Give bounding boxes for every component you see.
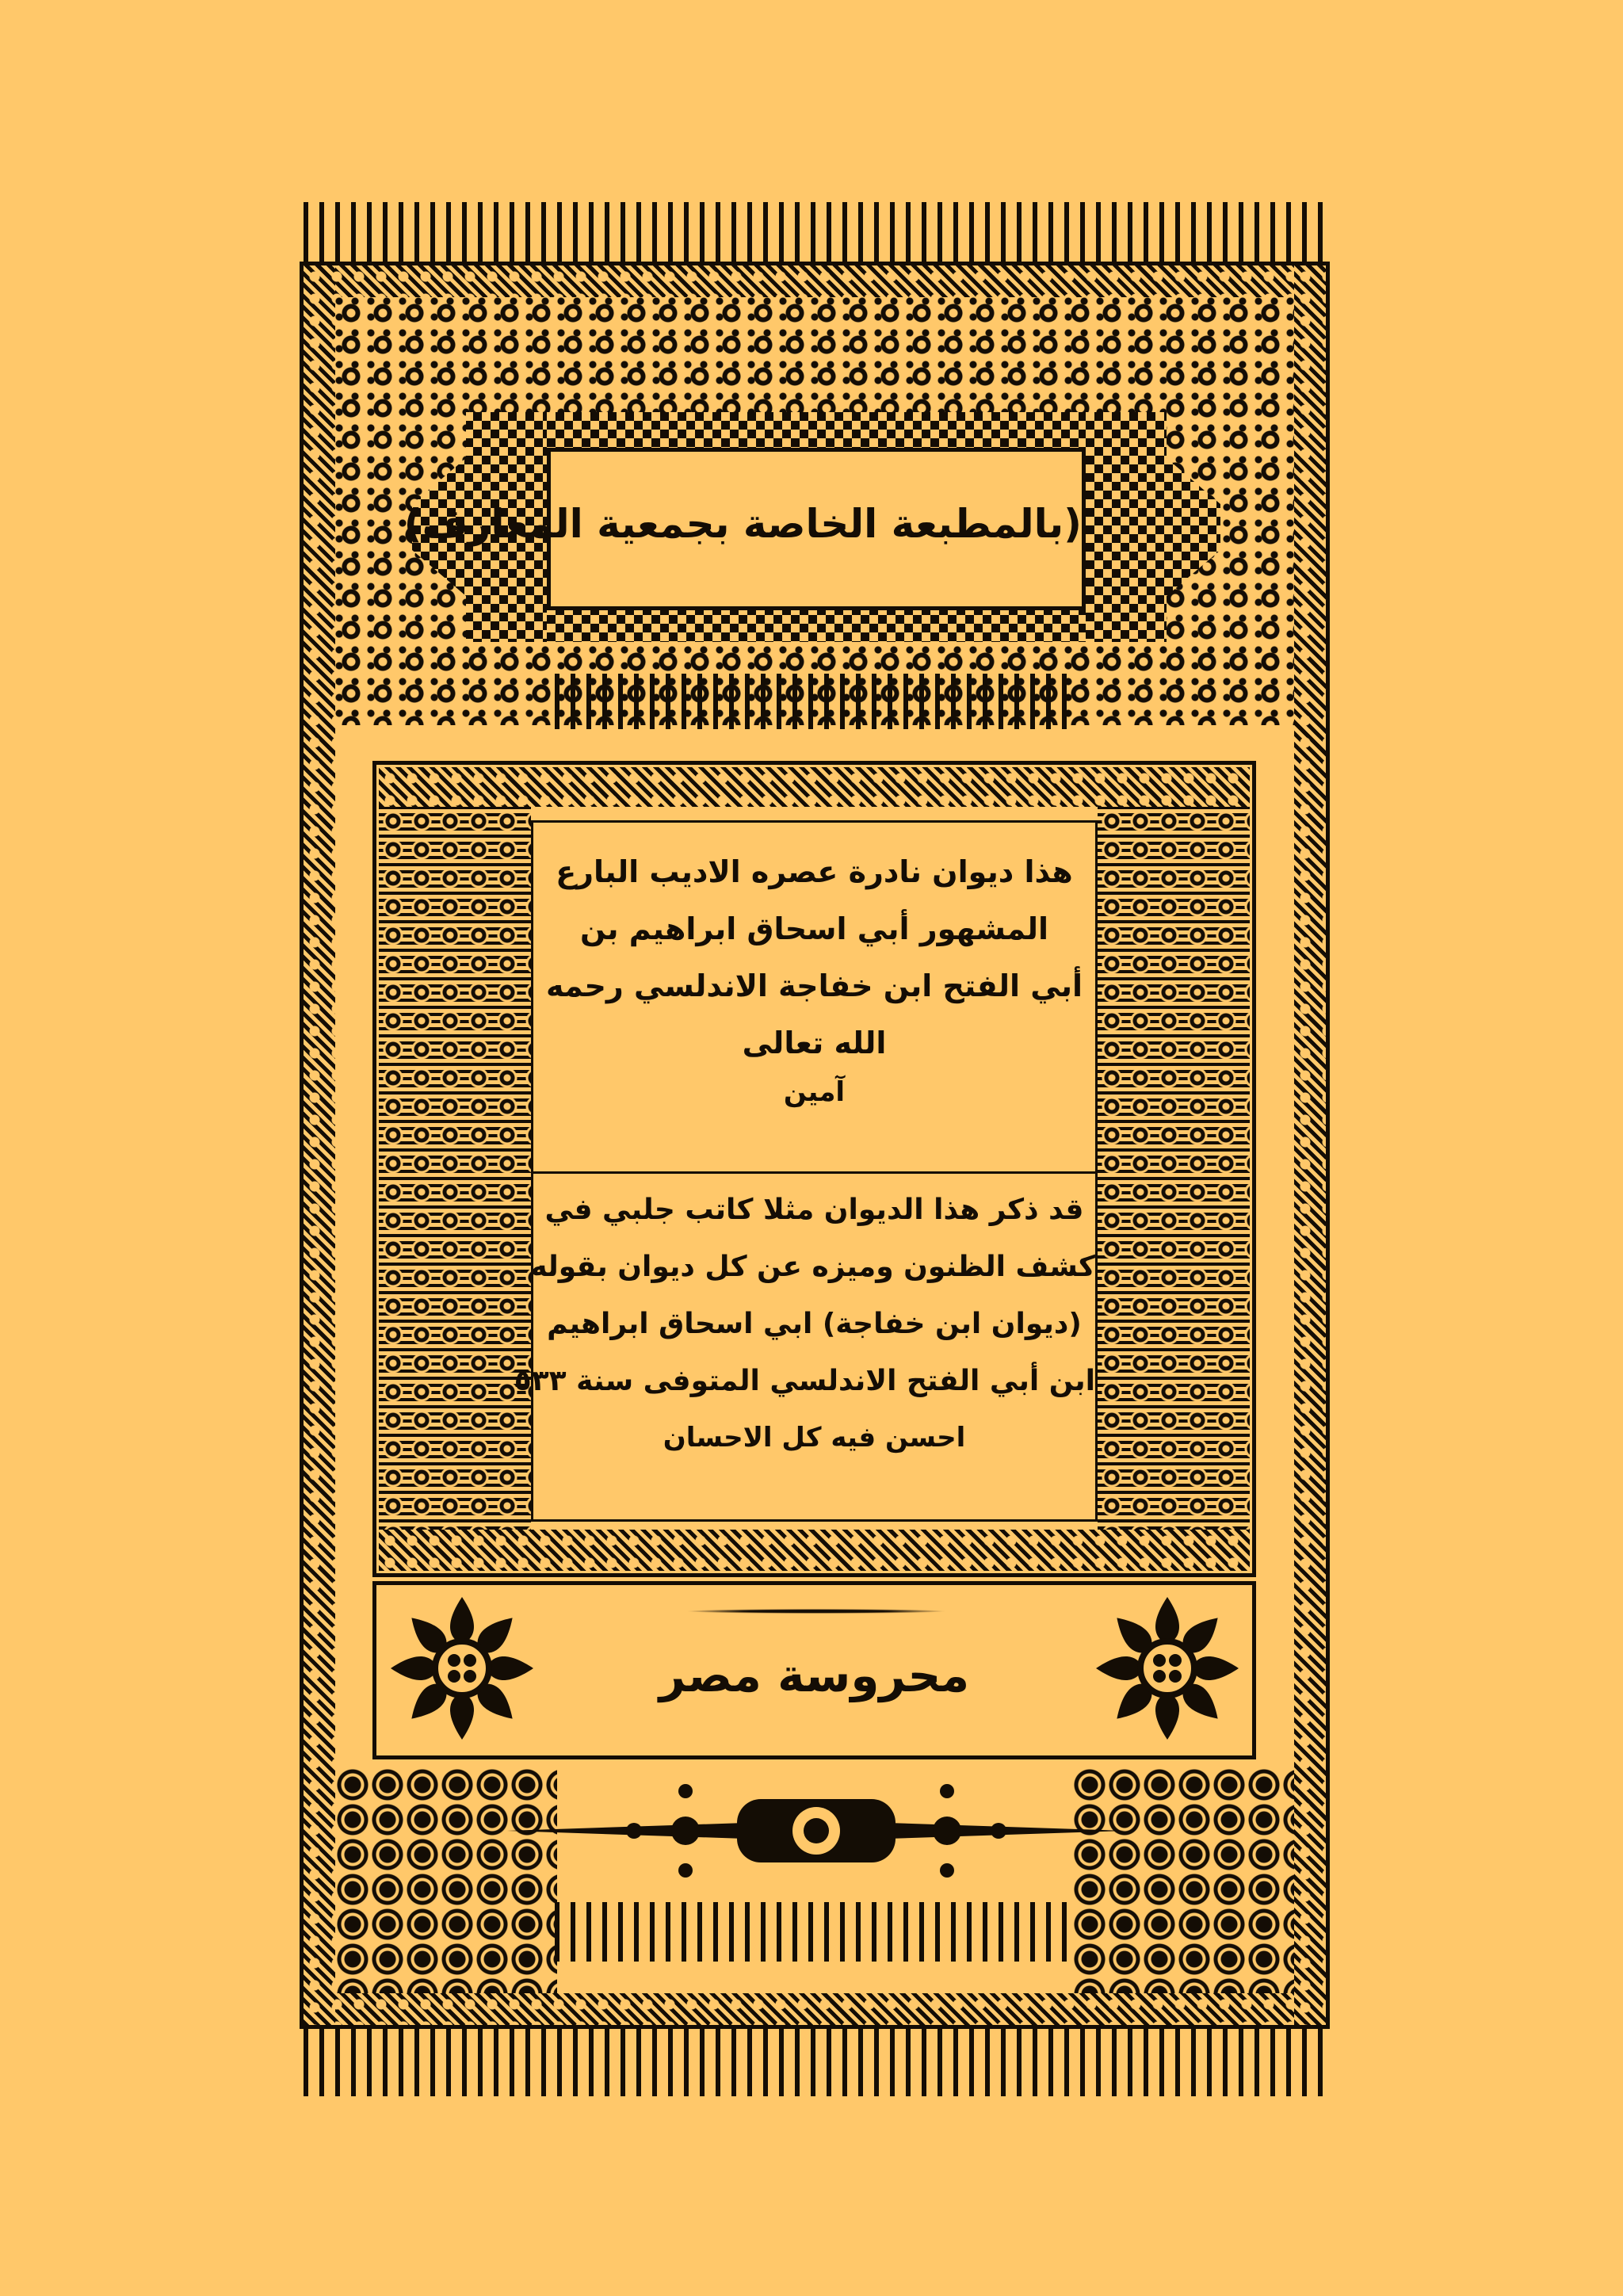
outer-border-right: [1294, 266, 1326, 2025]
right-ornamental-column: [1098, 807, 1250, 1530]
lower-text-line-5: احسن فيه كل الاحسان: [663, 1422, 966, 1454]
top-fringe: [304, 202, 1326, 266]
lower-text-line-3: (ديوان ابن خفاجة) ابي اسحاق ابراهيم: [547, 1308, 1082, 1340]
lower-inner-fringe: [555, 1902, 1078, 1962]
text-panel: [514, 820, 1098, 1522]
inner-top-fringe: [555, 674, 1078, 729]
upper-text-line-1: هذا ديوان نادرة عصره الاديب البارع: [556, 854, 1073, 889]
cartouche-checker-bottom: [547, 606, 1086, 642]
left-ornamental-column: [379, 807, 531, 1530]
left-palmette: [379, 1585, 545, 1752]
outer-border-bottom: [304, 1993, 1326, 2025]
cartouche-checker-top: [547, 412, 1086, 452]
main-frame-bottom-band: [379, 1530, 1250, 1571]
outer-border-left: [304, 266, 335, 2025]
lower-text-line-2: كشف الظنون وميزه عن كل ديوان بقوله: [530, 1251, 1095, 1283]
upper-text-line-4: الله تعالى: [742, 1026, 887, 1060]
lower-text-line-1: قد ذكر هذا الديوان مثلا كاتب جلبي في: [544, 1194, 1084, 1226]
main-frame-top-band: [379, 767, 1250, 807]
text-divider-rule: [533, 1171, 1095, 1174]
city-top-rule: [685, 1609, 947, 1614]
press-line: (بالمطبعة الخاصة بجمعية المعارف): [403, 501, 1082, 547]
outer-border-top: [304, 266, 1326, 297]
bottom-scroll-ornament: [507, 1775, 1125, 1886]
bottom-fringe: [304, 2029, 1326, 2096]
lower-text-line-4: ابن أبي الفتح الاندلسي المتوفى سنة ٥٣٣: [514, 1365, 1095, 1397]
right-palmette: [1084, 1585, 1251, 1752]
upper-text-line-5: آمين: [783, 1076, 846, 1108]
city-name: محروسة مصر: [659, 1648, 970, 1702]
upper-text-line-2: المشهور أبي اسحاق ابراهيم بن: [580, 911, 1048, 946]
cartouche-panel: [403, 448, 1086, 610]
upper-text-line-3: أبي الفتح ابن خفاجة الاندلسي رحمه: [545, 968, 1083, 1003]
